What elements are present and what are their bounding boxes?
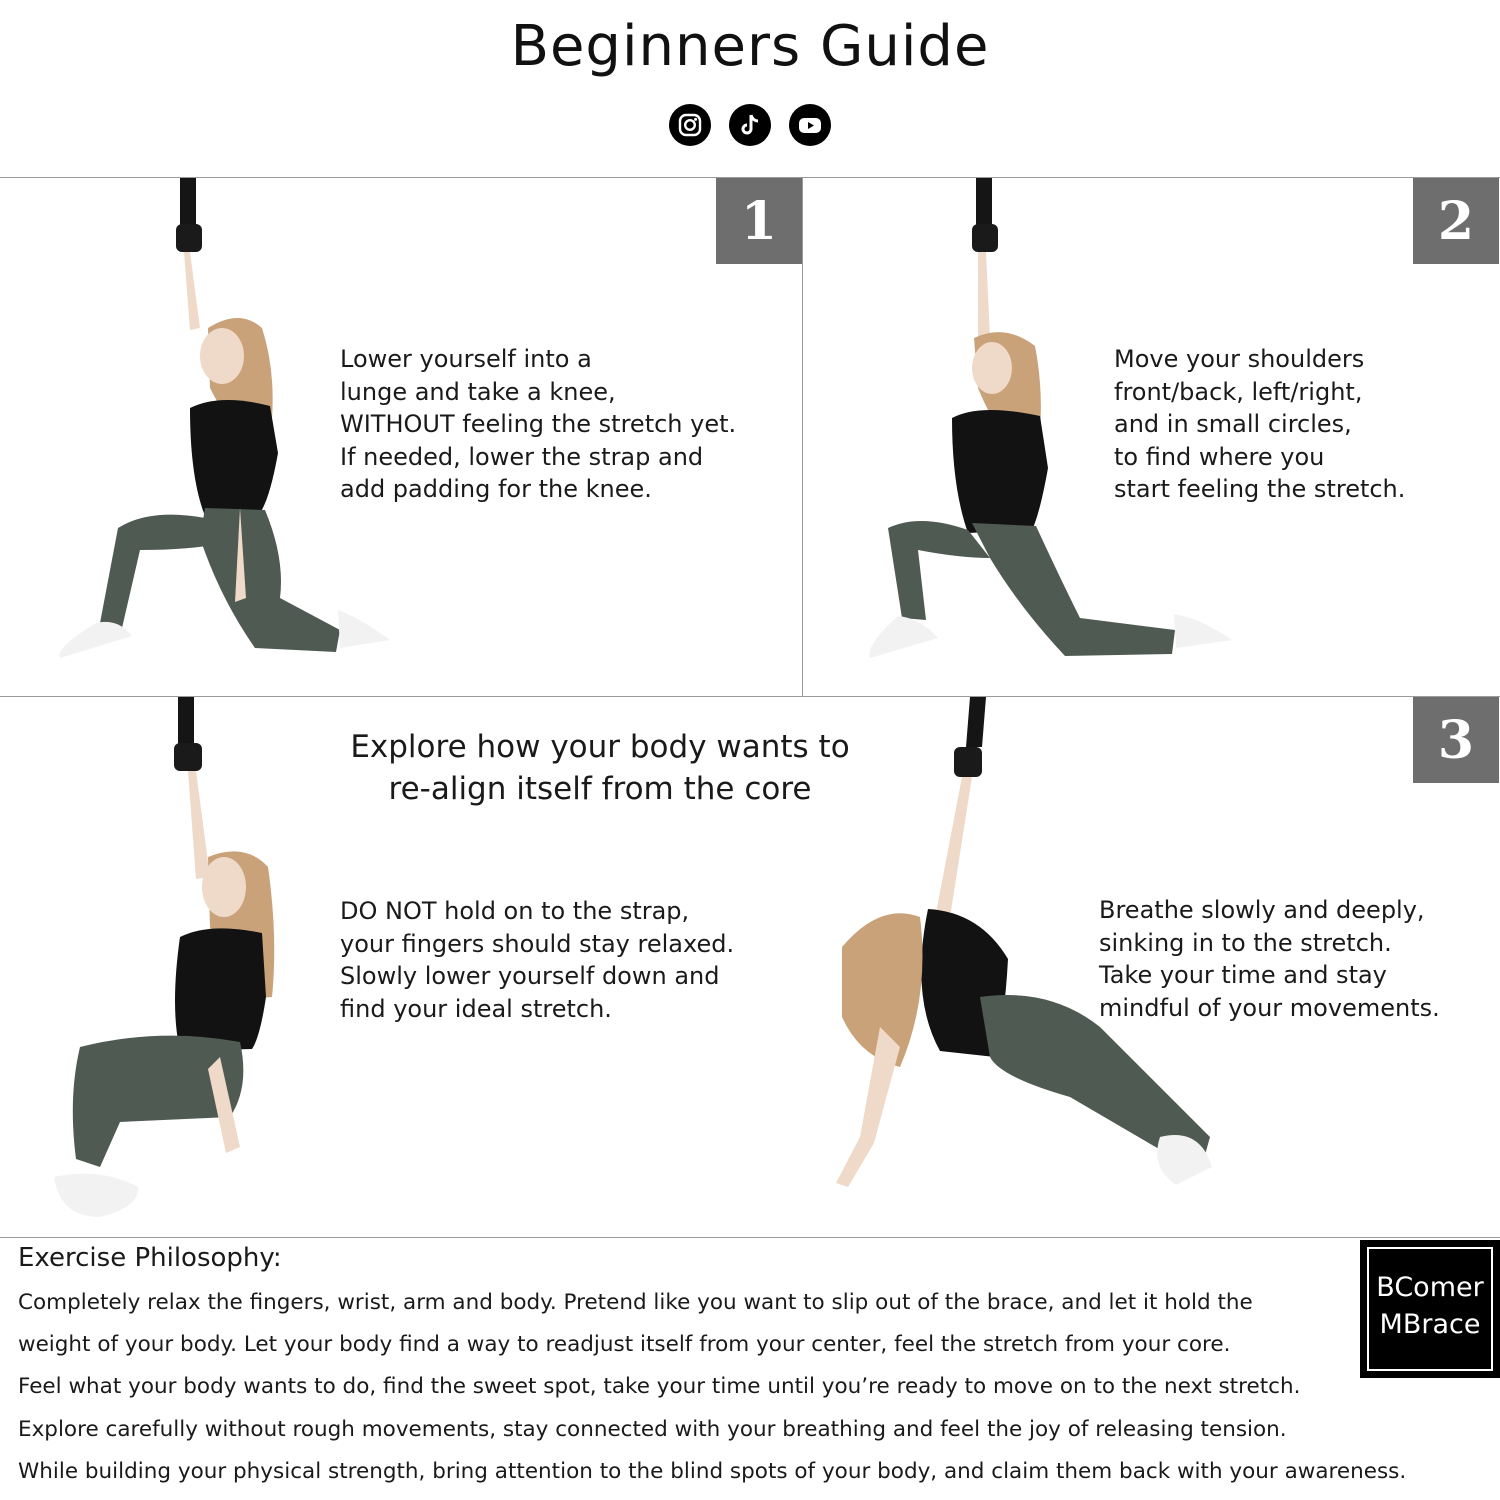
step-3-instructions: DO NOT hold on to the strap, your fingers should stay relaxed. Slowly lower yourself down and find your ideal stretch.	[340, 897, 735, 1023]
divider-vertical	[802, 177, 803, 696]
page-title: Beginners Guide	[510, 14, 990, 79]
step-number-badge: 3	[1413, 697, 1499, 783]
step-4-instructions: Breathe slowly and deeply, sinking in to the stretch. Take your time and stay mindful of your movements.	[1099, 896, 1440, 1022]
brand-logo	[1360, 1240, 1500, 1378]
instagram-icon[interactable]	[669, 104, 711, 146]
philosophy-text	[18, 1282, 1438, 1493]
social-links	[0, 104, 1500, 146]
philosophy-line: While building your physical strength, bring attention to the blind spots of your body, and claim them back with your awareness.	[18, 1458, 1407, 1484]
step-2-instructions: Move your shoulders front/back, left/right, and in small circles, to find where you start feeling the stretch.	[1114, 345, 1406, 503]
philosophy-line: Explore carefully without rough movements, stay connected with your breathing and feel the joy of releasing tension.	[18, 1416, 1287, 1442]
youtube-icon[interactable]	[789, 104, 831, 146]
step-1-instructions: Lower yourself into a lunge and take a knee, WITHOUT feeling the stretch yet. If needed, lower the strap and add padding for the knee.	[340, 345, 737, 503]
step-3-heading: Explore how your body wants to re-align itself from the core	[350, 729, 850, 807]
squat-figure-illustration	[40, 697, 300, 1227]
divider-bottom	[0, 1237, 1500, 1238]
philosophy-line: Completely relax the fingers, wrist, arm and body. Pretend like you want to slip out of the brace, and let it hold the	[18, 1290, 1253, 1315]
philosophy-line: Feel what your body wants to do, find the sweet spot, take your time until you’re ready to move on to the next stretch.	[18, 1374, 1301, 1400]
step-number-badge: 2	[1413, 178, 1499, 264]
logo-line-2: MBrace	[1379, 1309, 1481, 1340]
step-number-badge: 1	[716, 178, 802, 264]
philosophy-title: Exercise Philosophy:	[18, 1243, 282, 1273]
philosophy-line: weight of your body. Let your body find a way to readjust itself from your center, feel the stretch from your core.	[18, 1332, 1231, 1358]
logo-line-1: BComer	[1376, 1272, 1484, 1303]
tiktok-icon[interactable]	[729, 104, 771, 146]
